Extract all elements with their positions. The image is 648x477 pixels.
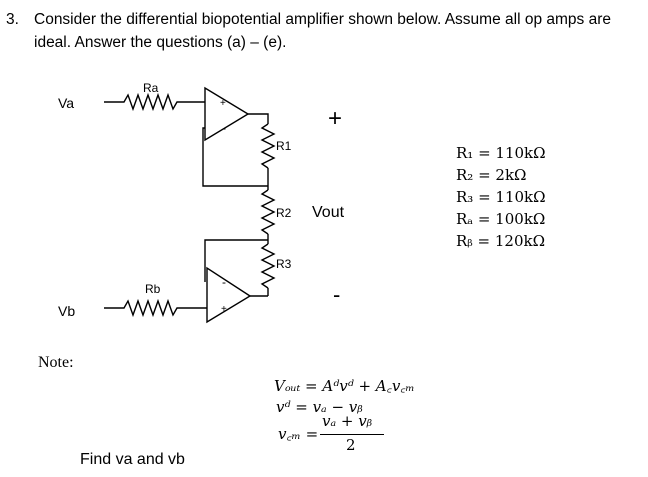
given-r2: R₂ = 2kΩ bbox=[456, 166, 527, 184]
ra-label: Ra bbox=[143, 81, 159, 95]
r1-resistor bbox=[262, 124, 274, 168]
rb-label: Rb bbox=[145, 282, 161, 296]
given-r3: R₃ = 110kΩ bbox=[456, 188, 546, 206]
rb-resistor bbox=[104, 301, 207, 315]
given-ra: Rₐ = 100kΩ bbox=[456, 210, 546, 228]
given-rb: Rᵦ = 120kΩ bbox=[456, 232, 546, 250]
bottom-opamp-minus: - bbox=[222, 275, 226, 289]
vout-label: Vout bbox=[312, 204, 345, 221]
given-values bbox=[456, 142, 546, 252]
top-opamp-minus: - bbox=[222, 121, 226, 135]
vb-label: Vb bbox=[58, 303, 76, 319]
bottom-opamp-plus: + bbox=[221, 304, 227, 315]
vcm-denominator: 2 bbox=[346, 436, 356, 454]
given-r1: R₁ = 110kΩ bbox=[456, 144, 546, 162]
vd-equation: vᵈ = vₐ − vᵦ bbox=[276, 398, 363, 416]
vout-plus-terminal: + bbox=[328, 105, 343, 132]
vcm-numerator: vₐ + vᵦ bbox=[322, 412, 373, 430]
r3-resistor bbox=[262, 244, 274, 288]
r2-label: R2 bbox=[276, 206, 292, 220]
ra-resistor bbox=[104, 95, 205, 109]
note-label: Note: bbox=[38, 354, 74, 371]
r2-resistor bbox=[262, 190, 274, 234]
vout-equation: Vₒᵤₜ = Aᵈvᵈ + A꜀v꜀ₘ bbox=[274, 377, 415, 395]
question-number: 3. bbox=[6, 11, 19, 28]
r1-label: R1 bbox=[276, 139, 292, 153]
vcm-lhs: v꜀ₘ = bbox=[278, 425, 319, 443]
bottom-opamp bbox=[207, 268, 250, 322]
top-opamp bbox=[205, 88, 248, 140]
task-text: Find va and vb bbox=[80, 451, 185, 468]
question-text: Consider the differential biopotential amplifier shown below. Assume all op amps are ideal. Answer the questions (a) – (e). bbox=[34, 11, 611, 51]
top-opamp-plus: + bbox=[220, 98, 226, 109]
r3-label: R3 bbox=[276, 257, 292, 271]
fraction-bar bbox=[320, 434, 384, 435]
va-label: Va bbox=[58, 95, 75, 111]
vout-minus-terminal: - bbox=[333, 282, 341, 307]
